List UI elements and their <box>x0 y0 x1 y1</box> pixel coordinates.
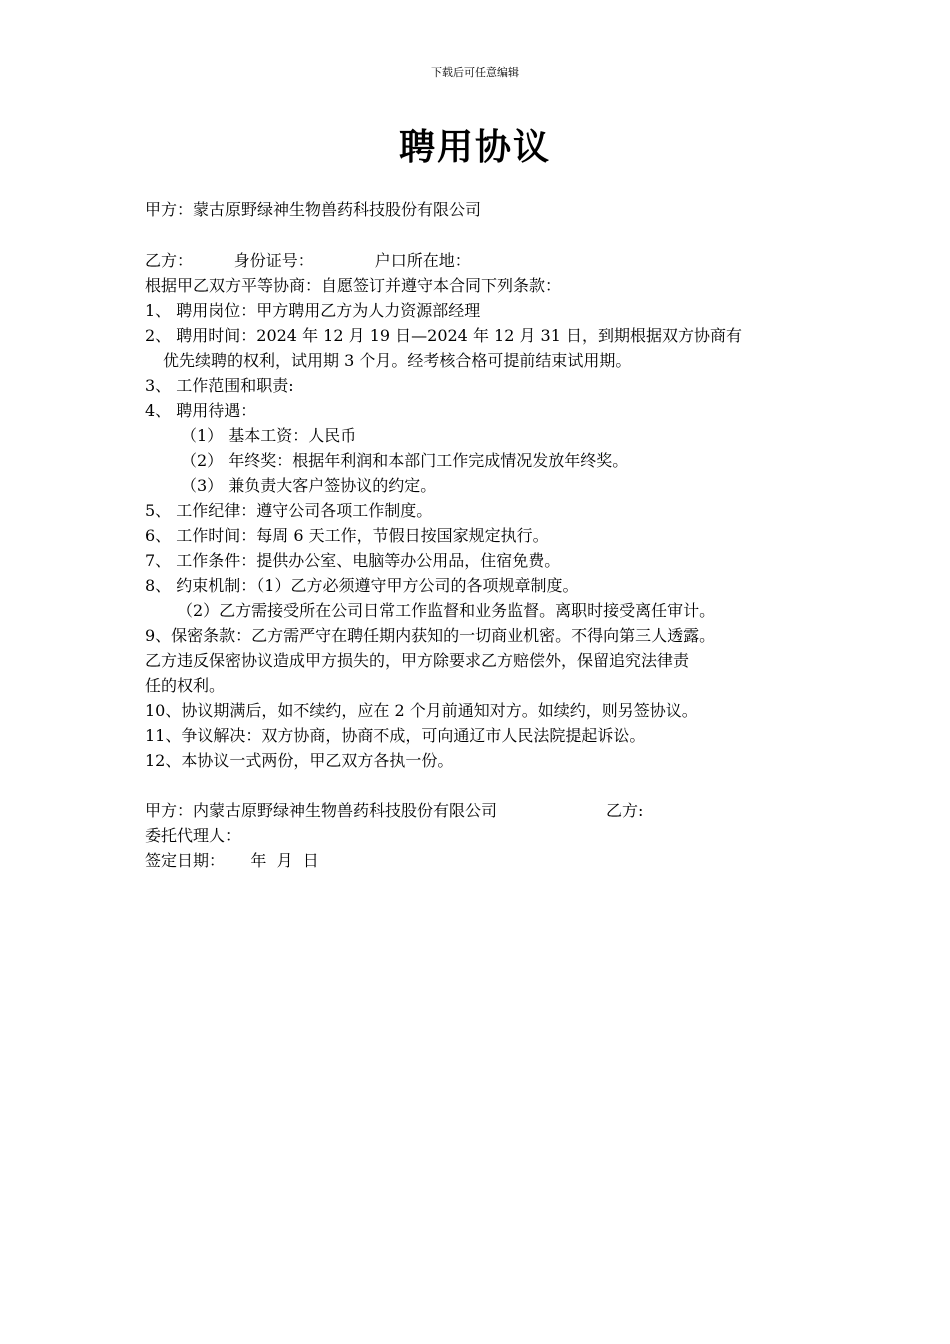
preamble: 根据甲乙双方平等协商：自愿签订并遵守本合同下列条款： <box>145 276 562 295</box>
clause-4-item-2: （2） 年终奖：根据年利润和本部门工作完成情况发放年终奖。 <box>181 451 629 470</box>
signature-date: 签定日期： 年 月 日 <box>145 851 319 870</box>
clause-2: 2、 聘用时间：2024 年 12 月 19 日—2024 年 12 月 31 日，到期根据双方协商有 <box>145 326 743 345</box>
clause-8-item-2: （2）乙方需接受所在公司日常工作监督和业务监督。离职时接受离任审计。 <box>177 601 716 620</box>
document-title: 聘用协议 <box>398 127 551 168</box>
header-note: 下载后可任意编辑 <box>431 66 519 79</box>
clause-9-continued-2: 任的权利。 <box>145 676 226 695</box>
clause-4-item-3: （3） 兼负责大客户签协议的约定。 <box>181 476 437 495</box>
party-a-line: 甲方：蒙古原野绿神生物兽药科技股份有限公司 <box>145 200 482 219</box>
clause-9-continued: 乙方违反保密协议造成甲方损失的，甲方除要求乙方赔偿外，保留追究法律责 <box>145 651 690 670</box>
clause-10: 10、协议期满后，如不续约，应在 2 个月前通知对方。如续约，则另签协议。 <box>145 701 698 720</box>
signature-party-b: 乙方: <box>606 801 644 820</box>
signature-party-a: 甲方：内蒙古原野绿神生物兽药科技股份有限公司 <box>145 801 498 820</box>
party-b-line: 乙方： 身份证号： 户口所在地： <box>145 251 471 270</box>
clause-1: 1、 聘用岗位：甲方聘用乙方为人力资源部经理 <box>145 301 481 320</box>
clause-7: 7、 工作条件：提供办公室、电脑等办公用品，住宿免费。 <box>145 551 561 570</box>
clause-9: 9、保密条款：乙方需严守在聘任期内获知的一切商业机密。不得向第三人透露。 <box>145 626 716 645</box>
clause-12: 12、本协议一式两份，甲乙双方各执一份。 <box>145 751 454 770</box>
signature-agent: 委托代理人： <box>145 826 242 845</box>
clause-8: 8、 约束机制：（1）乙方必须遵守甲方公司的各项规章制度。 <box>145 576 579 595</box>
clause-11: 11、争议解决：双方协商，协商不成，可向通辽市人民法院提起诉讼。 <box>145 726 646 745</box>
clause-4-item-1: （1） 基本工资：人民币 <box>181 426 357 445</box>
clause-6: 6、 工作时间：每周 6 天工作，节假日按国家规定执行。 <box>145 526 549 545</box>
clause-5: 5、 工作纪律：遵守公司各项工作制度。 <box>145 501 433 520</box>
clause-4: 4、 聘用待遇： <box>145 401 257 420</box>
clause-2-continued: 优先续聘的权利，试用期 3 个月。经考核合格可提前结束试用期。 <box>163 351 632 370</box>
clause-3: 3、 工作范围和职责: <box>145 376 294 395</box>
